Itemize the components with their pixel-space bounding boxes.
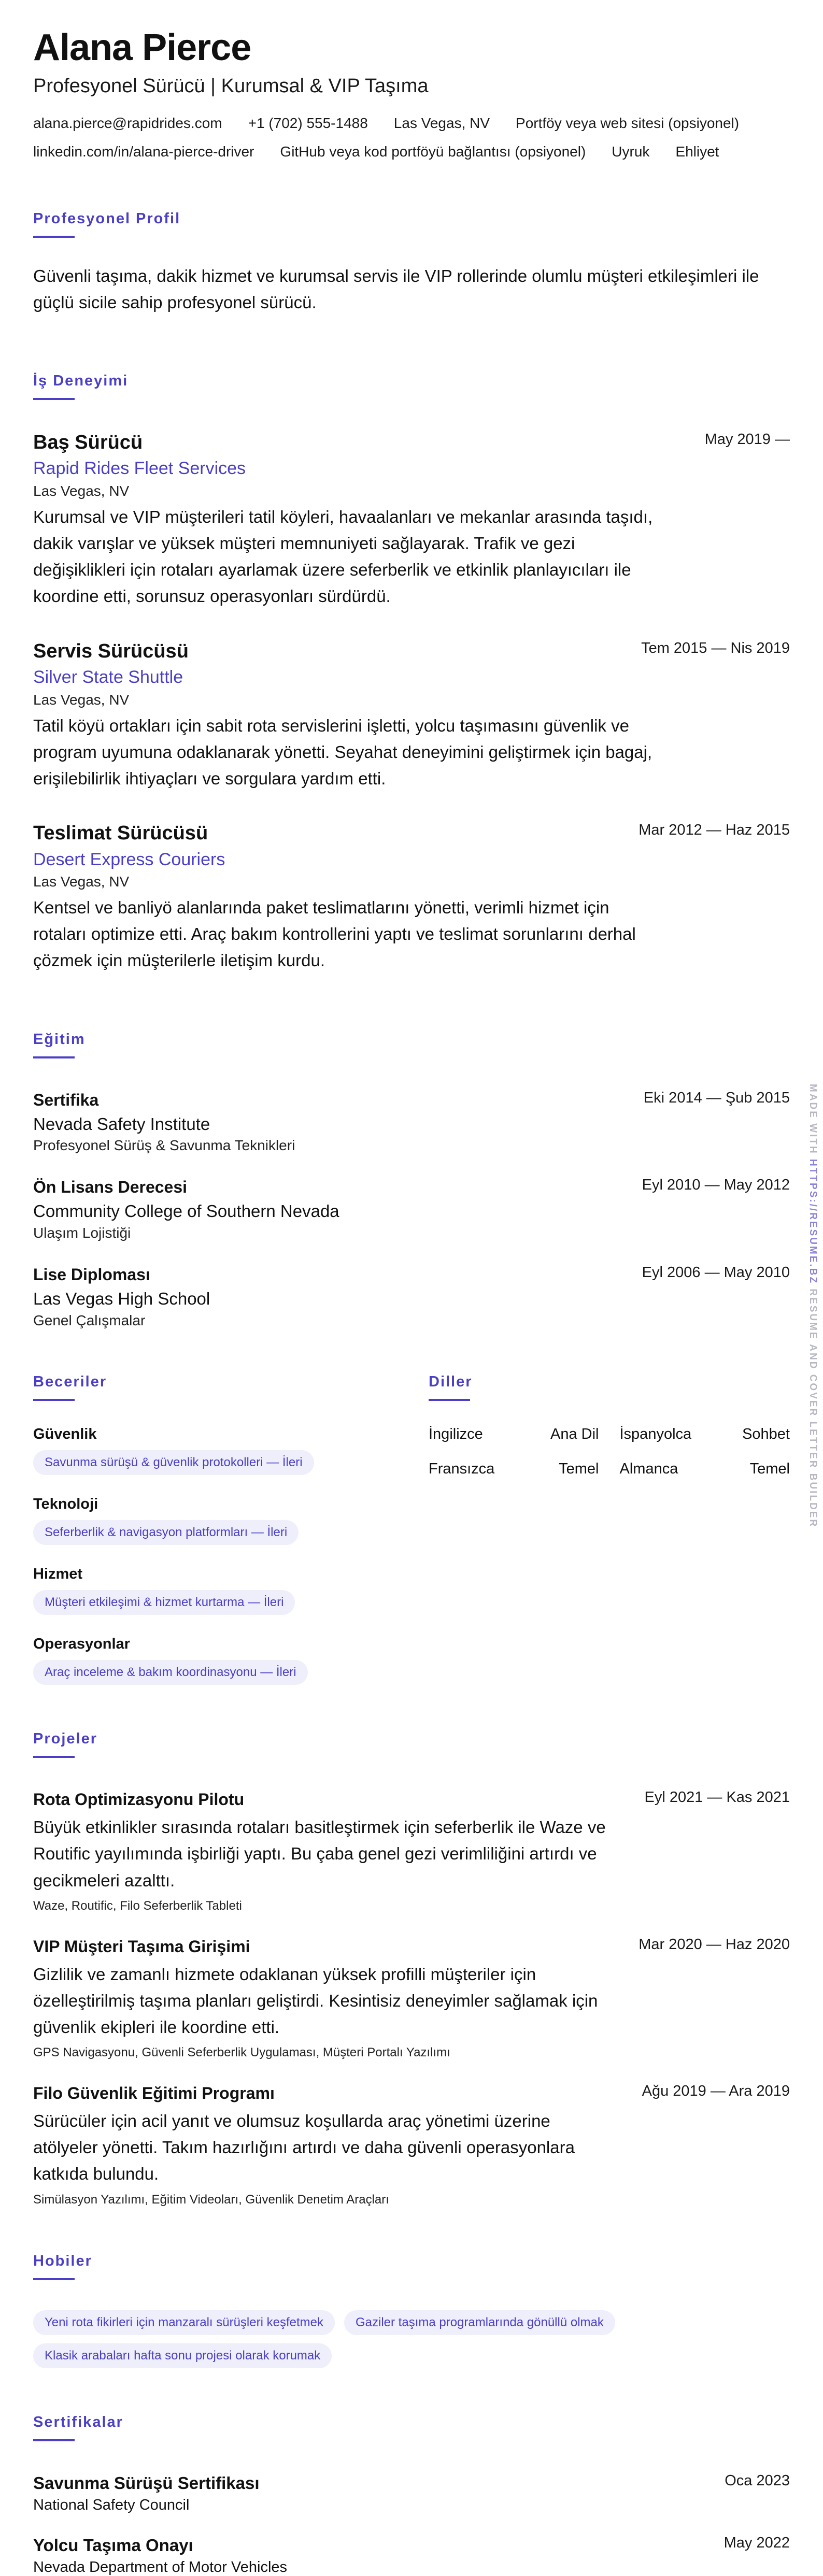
certification-date: Oca 2023 [725, 2472, 790, 2489]
certification-date: May 2022 [724, 2535, 790, 2552]
project-description: Sürücüler için acil yanıt ve olumsuz koşullarda araç yönetimi üzerine atölyeler yönetti. Takım hazırlığını artırdı ve daha güvenli operasyonlara katkıda bulundu. [33, 2108, 619, 2187]
field-of-study: Profesyonel Sürüş & Savunma Teknikleri [33, 1137, 790, 1154]
languages-grid [429, 1426, 790, 1478]
section-title-languages: Diller [429, 1373, 790, 1391]
project-name: VIP Müşteri Taşıma Girişimi [33, 1936, 790, 1957]
skill-group-name: Operasyonlar [33, 1636, 396, 1653]
project-date: Mar 2020 — Haz 2020 [638, 1936, 790, 1953]
language-name: İspanyolca [620, 1426, 692, 1443]
language-level: Temel [750, 1461, 790, 1478]
job-title: Teslimat Sürücüsü [33, 822, 790, 846]
project-tags: Waze, Routific, Filo Seferberlik Tableti [33, 1899, 790, 1913]
project-entry [33, 1936, 790, 2060]
language-level: Temel [559, 1461, 599, 1478]
skill-chip: Müşteri etkileşimi & hizmet kurtarma — İleri [33, 1590, 295, 1615]
resume-page [33, 29, 790, 2576]
institution-name: Community College of Southern Nevada [33, 1200, 790, 1223]
section-underline [33, 1399, 75, 1401]
contact-list [33, 114, 800, 161]
section-underline [33, 398, 75, 400]
certification-entry [33, 2535, 790, 2576]
profile-summary: Güvenli taşıma, dakik hizmet ve kurumsal servis ile VIP rollerinde olumlu müşteri etkileşimleri ile güçlü sicile sahip profesyonel sürücü. [33, 263, 790, 316]
education-date: Eki 2014 — Şub 2015 [644, 1090, 790, 1107]
certifications-section [33, 2414, 790, 2576]
candidate-name: Alana Pierce [33, 29, 790, 66]
certification-name: Yolcu Taşıma Onayı [33, 2535, 790, 2556]
language-name: İngilizce [429, 1426, 483, 1443]
language-item [620, 1426, 790, 1443]
education-date: Eyl 2006 — May 2010 [642, 1264, 790, 1281]
watermark-prefix: MADE WITH [807, 1084, 818, 1155]
language-level: Ana Dil [550, 1426, 599, 1443]
education-entry [33, 1177, 790, 1241]
language-item [429, 1426, 599, 1443]
field-of-study: Genel Çalışmalar [33, 1312, 790, 1329]
project-entry [33, 2083, 790, 2207]
skill-group-name: Teknoloji [33, 1496, 396, 1513]
watermark-suffix: RESUME AND COVER LETTER BUILDER [807, 1289, 818, 1528]
hobbies-section [33, 2253, 790, 2368]
job-title: Servis Sürücüsü [33, 640, 790, 664]
section-underline [33, 1056, 75, 1058]
language-item [429, 1461, 599, 1478]
language-name: Almanca [620, 1461, 678, 1478]
job-description: Kurumsal ve VIP müşterileri tatil köyleri, havaalanları ve mekanlar arasında taşıdı, dakik varışlar ve yüksek müşteri memnuniyeti sağlayarak. Trafik ve gezi değişiklikleri için rotaları ayarlamak üzere seferberlik ve etkinlik planlayıcıları ile koordine etti, sorunsuz operasyonları sürdürdü. [33, 504, 655, 610]
degree-title: Sertifika [33, 1090, 790, 1110]
hobby-chip: Gaziler taşıma programlarında gönüllü olmak [344, 2310, 615, 2335]
job-description: Tatil köyü ortakları için sabit rota servislerini işletti, yolcu taşımasını güvenlik ve program uyumuna odaklanarak yönetti. Seyahat deneyimini geliştirmek için bagaj, erişilebilirlik ihtiyaçları ve sorgulara yardım etti. [33, 712, 655, 792]
project-name: Rota Optimizasyonu Pilotu [33, 1789, 790, 1810]
language-item [620, 1461, 790, 1478]
education-date: Eyl 2010 — May 2012 [642, 1177, 790, 1194]
job-company: Desert Express Couriers [33, 849, 790, 871]
project-date: Eyl 2021 — Kas 2021 [644, 1789, 790, 1806]
skill-group [33, 1426, 396, 1475]
education-section [33, 1031, 790, 1329]
skill-chip: Seferberlik & navigasyon platformları — İleri [33, 1520, 299, 1545]
job-company: Silver State Shuttle [33, 666, 790, 689]
job-date: Mar 2012 — Haz 2015 [638, 822, 790, 839]
section-title-education: Eğitim [33, 1031, 790, 1048]
project-description: Gizlilik ve zamanlı hizmete odaklanan yüksek profilli müşteriler için özelleştirilmiş taşıma planları geliştirdi. Kesintisiz deneyimler sağlamak için güvenlik ekipleri ile koordine etti. [33, 1961, 619, 2040]
contact-github[interactable]: GitHub veya kod portföyü bağlantısı (opsiyonel) [280, 142, 586, 161]
job-title: Baş Sürücü [33, 431, 790, 455]
degree-title: Ön Lisans Derecesi [33, 1177, 790, 1197]
section-title-hobbies: Hobiler [33, 2253, 790, 2270]
section-underline [33, 1756, 75, 1758]
section-underline [33, 2439, 75, 2441]
job-date: May 2019 — [705, 431, 790, 448]
section-title-projects: Projeler [33, 1730, 790, 1748]
education-entry [33, 1264, 790, 1329]
language-level: Sohbet [742, 1426, 790, 1443]
language-name: Fransızca [429, 1461, 494, 1478]
project-tags: Simülasyon Yazılımı, Eğitim Videoları, Güvenlik Denetim Araçları [33, 2193, 790, 2207]
skill-group-name: Güvenlik [33, 1426, 396, 1443]
hobby-chip: Yeni rota fikirleri için manzaralı sürüşleri keşfetmek [33, 2310, 335, 2335]
job-description: Kentsel ve banliyö alanlarında paket teslimatlarını yönetti, verimli hizmet için rotaları optimize etti. Araç bakım kontrollerini yaptı ve teslimat sorunlarını derhal çözmek için müşterilerle iletişim kurdu. [33, 894, 655, 974]
hobby-chips [33, 2302, 759, 2368]
job-date: Tem 2015 — Nis 2019 [641, 640, 790, 657]
section-underline [429, 1399, 470, 1401]
skill-group-name: Hizmet [33, 1566, 396, 1583]
section-underline [33, 236, 75, 238]
institution-name: Las Vegas High School [33, 1288, 790, 1310]
skill-chip: Savunma sürüşü & güvenlik protokolleri — İleri [33, 1450, 314, 1475]
certification-name: Savunma Sürüşü Sertifikası [33, 2472, 790, 2494]
experience-entry [33, 640, 790, 792]
hobby-chip: Klasik arabaları hafta sonu projesi olarak korumak [33, 2343, 332, 2368]
institution-name: Nevada Safety Institute [33, 1113, 790, 1136]
section-title-skills: Beceriler [33, 1373, 396, 1391]
contact-linkedin[interactable]: linkedin.com/in/alana-pierce-driver [33, 142, 254, 161]
experience-entry [33, 431, 790, 610]
skills-section [33, 1373, 396, 1685]
certification-issuer: National Safety Council [33, 2497, 790, 2514]
skill-chip: Araç inceleme & bakım koordinasyonu — İleri [33, 1660, 308, 1685]
project-tags: GPS Navigasyonu, Güvenli Seferberlik Uygulaması, Müşteri Portalı Yazılımı [33, 2045, 790, 2060]
skill-group [33, 1496, 396, 1545]
project-description: Büyük etkinlikler sırasında rotaları basitleştirmek için seferberlik ile Waze ve Routific yayılımında işbirliği yaptı. Bu çaba genel gezi verimliliğini artırdı ve gecikmeleri azalttı. [33, 1814, 619, 1893]
headline: Profesyonel Sürücü | Kurumsal & VIP Taşıma [33, 75, 790, 98]
experience-section [33, 373, 790, 974]
section-underline [33, 2278, 75, 2280]
field-of-study: Ulaşım Lojistiği [33, 1225, 790, 1241]
section-title-experience: İş Deneyimi [33, 373, 790, 390]
skill-group [33, 1566, 396, 1615]
watermark-link[interactable]: HTTPS://RESUME.BZ [807, 1159, 818, 1284]
project-date: Ağu 2019 — Ara 2019 [642, 2083, 790, 2100]
profile-section [33, 210, 790, 316]
languages-section [429, 1373, 790, 1685]
made-with-watermark [807, 1084, 818, 1528]
degree-title: Lise Diploması [33, 1264, 790, 1285]
job-location: Las Vegas, NV [33, 874, 790, 890]
contact-portfolio[interactable]: Portföy veya web sitesi (opsiyonel) [516, 114, 739, 132]
certification-issuer: Nevada Department of Motor Vehicles [33, 2559, 790, 2576]
contact-email[interactable]: alana.pierce@rapidrides.com [33, 114, 222, 132]
project-name: Filo Güvenlik Eğitimi Programı [33, 2083, 790, 2103]
projects-section [33, 1730, 790, 2207]
section-title-certifications: Sertifikalar [33, 2414, 790, 2431]
contact-phone[interactable]: +1 (702) 555-1488 [248, 114, 368, 132]
education-entry [33, 1090, 790, 1154]
project-entry [33, 1789, 790, 1913]
job-company: Rapid Rides Fleet Services [33, 457, 790, 480]
skills-languages-row [33, 1373, 790, 1685]
contact-license: Ehliyet [675, 142, 719, 161]
skill-group [33, 1636, 396, 1685]
contact-nationality: Uyruk [612, 142, 649, 161]
job-location: Las Vegas, NV [33, 692, 790, 708]
certification-entry [33, 2472, 790, 2514]
contact-location: Las Vegas, NV [394, 114, 490, 132]
section-title-profile: Profesyonel Profil [33, 210, 790, 227]
experience-entry [33, 822, 790, 974]
job-location: Las Vegas, NV [33, 483, 790, 499]
